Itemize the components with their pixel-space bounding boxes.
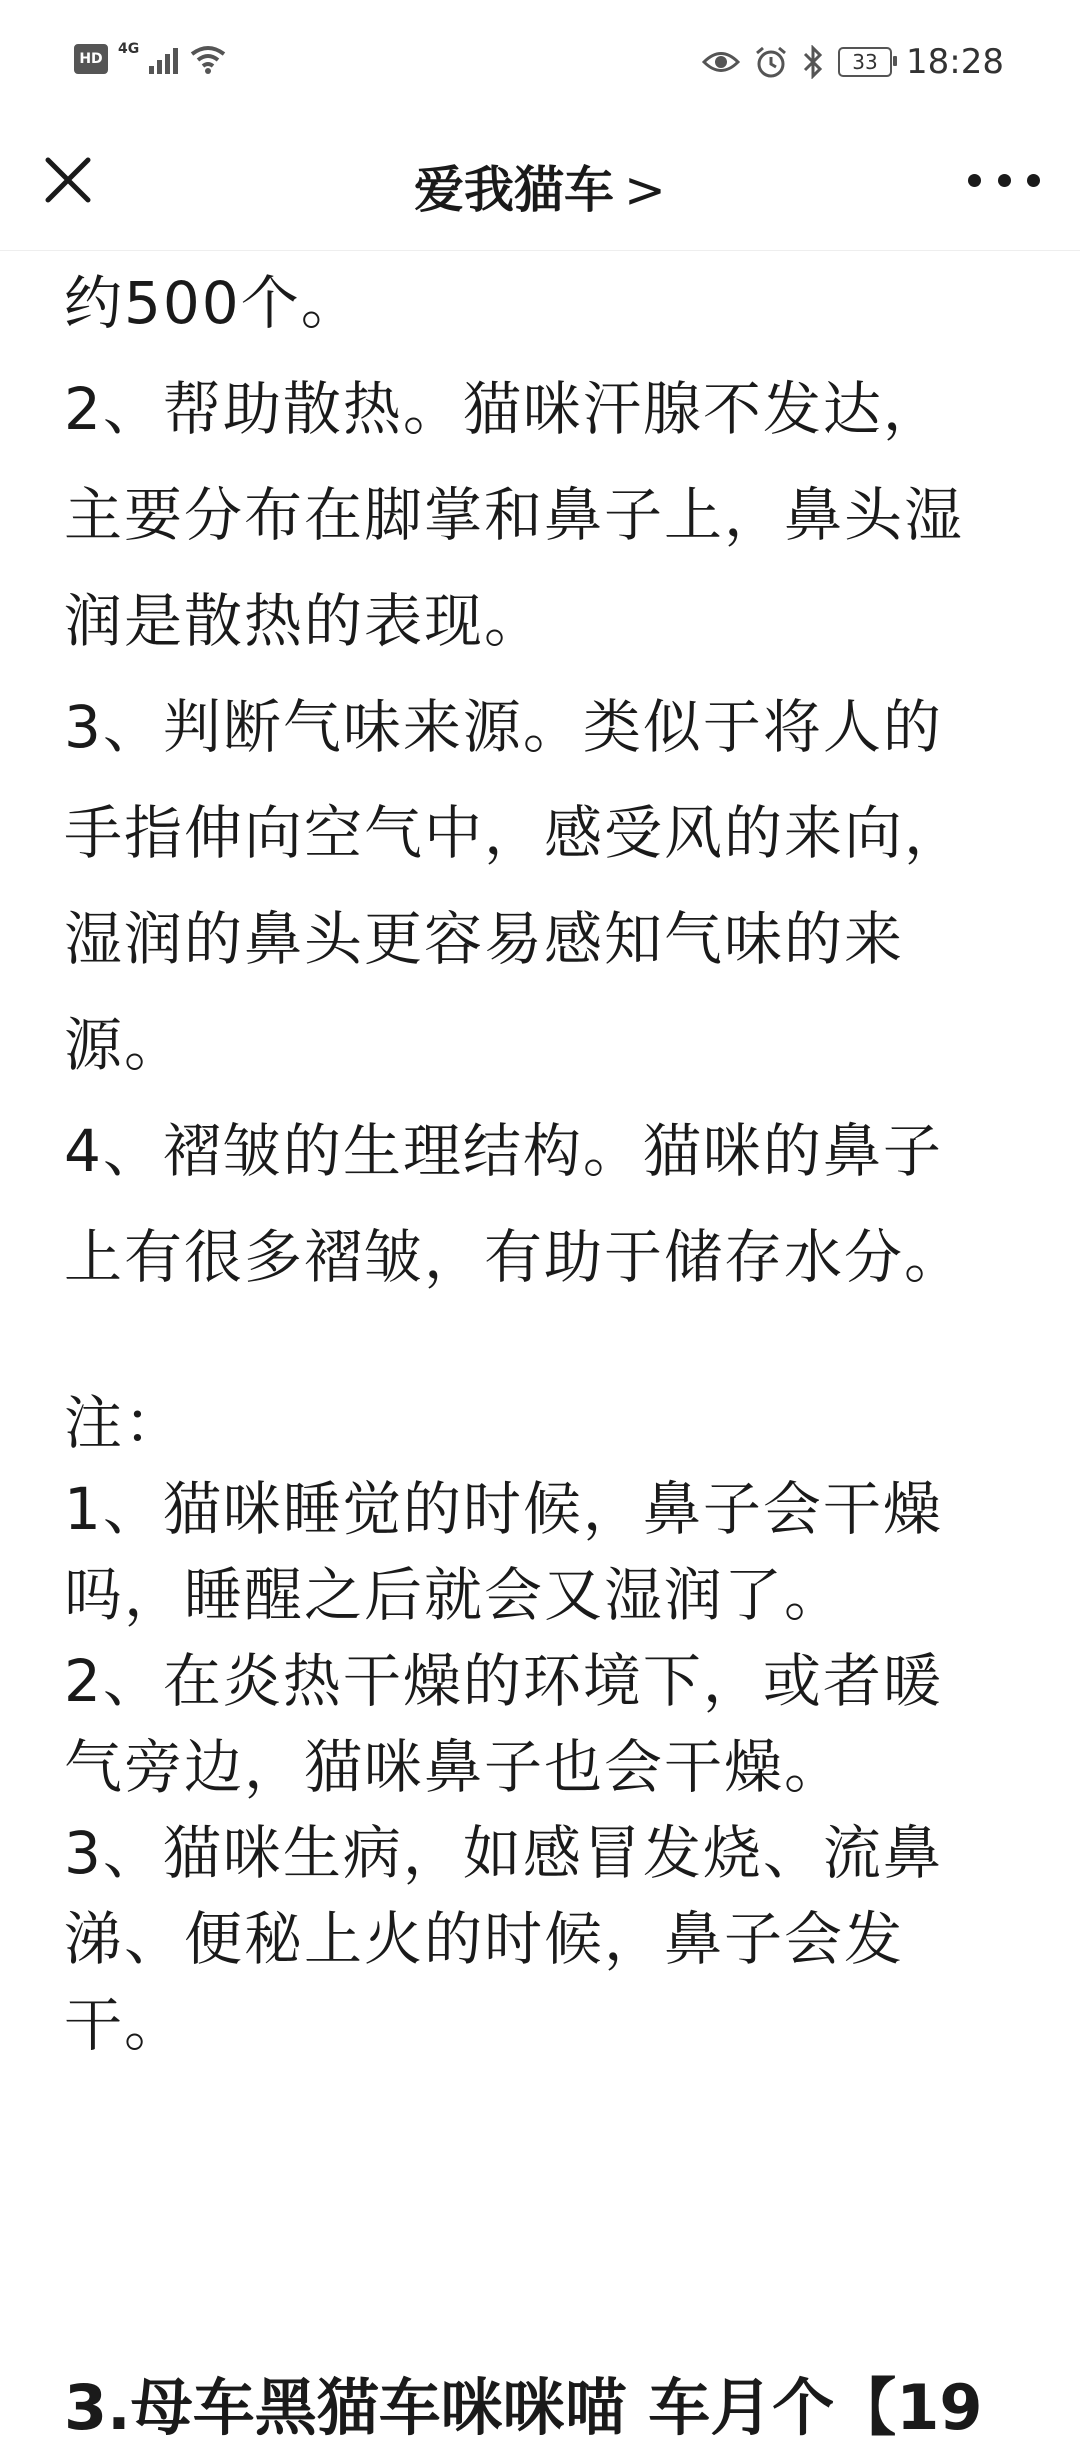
more-button[interactable] [968,160,1040,200]
text-line: 1、猫咪睡觉的时候，鼻子会干燥 [64,1475,943,1543]
status-time: 18:28 [906,42,1004,82]
article-paragraph [64,250,1024,1310]
more-icon-dot [998,174,1011,187]
alarm-icon [754,45,788,79]
account-title-link[interactable] [0,150,1080,222]
wifi-icon [188,44,228,74]
hd-badge: HD [74,44,108,74]
more-icon-dot [1027,174,1040,187]
text-line: 约500个。 [64,269,361,337]
text-line: 干。 [64,1991,185,2059]
status-bar [0,0,1080,120]
eye-icon [702,49,740,75]
text-line: 主要分布在脚掌和鼻子上，鼻头湿 [64,481,965,549]
battery-icon [838,47,892,77]
text-line: 气旁边，猫咪鼻子也会干燥。 [64,1733,845,1801]
status-left [74,41,228,74]
chevron-right-icon: > [624,161,666,219]
text-line: 源。 [64,1011,185,1079]
text-line: 润是散热的表现。 [64,587,545,655]
more-icon-dot [968,174,981,187]
battery-level: 33 [852,50,878,74]
paragraph-gap [64,1310,1024,1380]
article-body [64,250,1024,2068]
bluetooth-icon [802,45,824,79]
text-line: 2、帮助散热。猫咪汗腺不发达， [64,375,943,443]
text-line: 4、褶皱的生理结构。猫咪的鼻子 [64,1117,943,1185]
signal-icon [149,44,178,74]
text-line: 手指伸向空气中，感受风的来向， [64,799,965,867]
text-line: 涕、便秘上火的时候，鼻子会发 [64,1905,905,1973]
page-title: 爱我猫车 [414,161,615,219]
text-line: 上有很多褶皱，有助于储存水分。 [64,1223,965,1291]
text-line: 3、判断气味来源。类似于将人的 [64,693,943,761]
text-line: 2、在炎热干燥的环境下，或者暖 [64,1647,943,1715]
text-line: 3、猫咪生病，如感冒发烧、流鼻 [64,1819,943,1887]
note-paragraph [64,1380,1024,2068]
text-line: 吗，睡醒之后就会又湿润了。 [64,1561,845,1629]
next-section-heading: 3.母车黑猫车咪咪喵 车月个【19 [64,2371,983,2444]
text-line: 湿润的鼻头更容易感知气味的来 [64,905,905,973]
nav-bar [0,120,1080,251]
network-type: 4G [118,41,140,57]
status-right [702,42,1004,82]
note-heading: 注： [64,1389,185,1457]
